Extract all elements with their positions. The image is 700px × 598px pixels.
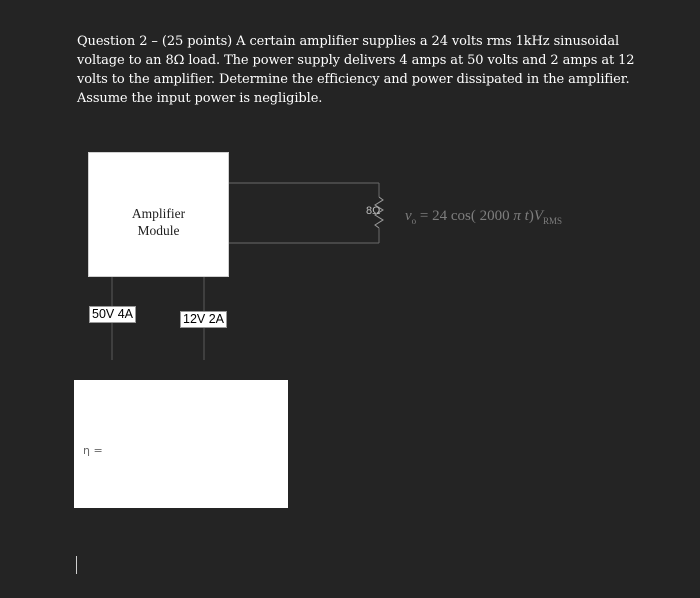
v-rms-symbol: V (533, 208, 543, 224)
amplifier-module (88, 152, 229, 277)
efficiency-label: η = (83, 444, 103, 457)
close-paren: ) (528, 208, 534, 224)
text-cursor (76, 556, 77, 574)
t-symbol: t (524, 208, 529, 224)
amplifier-label-line2: Module (137, 223, 180, 238)
vo-symbol: v (405, 208, 412, 224)
answer-input-box[interactable] (74, 380, 288, 508)
amplifier-label-line1: Amplifier (131, 206, 186, 221)
question-text: Question 2 – (25 points) A certain amplifier supplies a 24 volts rms 1kHz sinusoidal voltage to an 8Ω load. The power supply delivers 4 amps at 50 volts and 2 amps at 12 volts to the amplifier. Determine the efficiency and power dissipated in the amplifier. Assume the input power is negligible. (77, 34, 635, 106)
load-label: 8Ω (366, 205, 381, 217)
rms-subscript: RMS (542, 216, 562, 226)
vo-rhs: = 24 cos( 2000 (419, 208, 510, 224)
supply1-label: 50V 4A (89, 306, 136, 323)
output-voltage-expression (405, 208, 562, 226)
supply2-label: 12V 2A (180, 311, 227, 328)
vo-subscript: o (411, 216, 417, 226)
pi-symbol: π (513, 208, 521, 224)
